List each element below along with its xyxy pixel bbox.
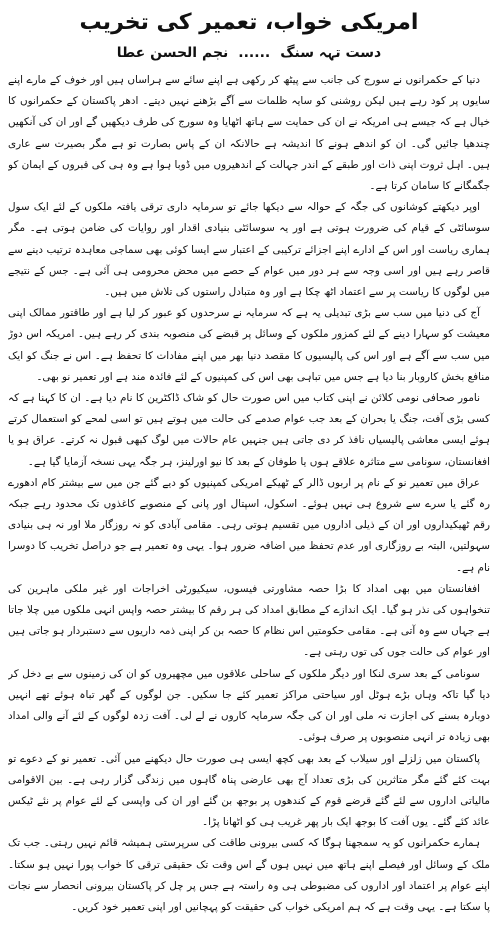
article-paragraph: سونامی کے بعد سری لنکا اور دیگر ملکوں کے ساحلی علاقوں میں مچھیروں کو ان کی زمینوں سے بے دخل کر دیا گیا تاکہ وہاں بڑے ہوٹل اور سیاحتی مراکز تعمیر کئے جا سکیں۔ جن لوگوں کے گھر تباہ ہوئے تھے انہیں دوبارہ بسنے کی اجازت نہ ملی اور ان کی جگہ سرمایہ کاروں نے لے لی۔ آفت زدہ لوگوں کے لئے آنے والی امداد بھی زیادہ تر انہی منصوبوں پر صرف ہوئی۔ xyxy=(8,667,490,744)
byline-separator: ...... xyxy=(238,45,271,61)
article-paragraph: نامور صحافی نومی کلائن نے اپنی کتاب میں اس صورت حال کو شاک ڈاکٹرین کا نام دیا ہے۔ ان کا کہنا ہے کہ کسی بڑی آفت، جنگ یا بحران کے بعد جب عوام صدمے کی حالت میں ہوتے ہیں تو اسی لمحے کو استعمال کرتے ہوئے ایسی معاشی پالیسیاں نافذ کر دی جاتی ہیں جنہیں عام حالات میں لوگ کبھی قبول نہ کرتے۔ عراق ہو یا افغانستان، سونامی سے متاثرہ علاقے ہوں یا طوفان کے بعد کا نیو اورلینز، ہر جگہ یہی نسخہ آزمایا گیا ہے۔ xyxy=(8,392,490,468)
article-paragraph: عراق میں تعمیر نو کے نام پر اربوں ڈالر کے ٹھیکے امریکی کمپنیوں کو دیے گئے جن میں سے بیشتر کام ادھورے رہ گئے یا سرے سے شروع ہی نہیں ہوئے۔ اسکول، اسپتال اور پانی کے منصوبے کاغذوں تک محدود رہے جبکہ رقم ٹھیکیداروں اور ان کے ذیلی اداروں میں تقسیم ہوتی رہی۔ مقامی آبادی کو نہ روزگار ملا اور نہ ہی بنیادی سہولتیں، البتہ بے روزگاری اور عدم تحفظ میں اضافہ ضرور ہوا۔ یہی وہ تعمیر ہے جو دراصل تخریب کا دوسرا نام ہے۔ xyxy=(8,476,490,574)
article-paragraph: ہمارے حکمرانوں کو یہ سمجھنا ہوگا کہ کسی بیرونی طاقت کی سرپرستی ہمیشہ قائم نہیں رہتی۔ جب تک ملک کے وسائل اور فیصلے اپنے ہاتھ میں نہیں ہوں گے اس وقت تک حقیقی ترقی کا خواب پورا نہیں ہو سکتا۔ اپنے عوام پر اعتماد اور اداروں کی مضبوطی ہی وہ راستہ ہے جس پر چل کر پاکستان بیرونی انحصار سے نجات پا سکتا ہے۔ یہی وقت ہے کہ ہم امریکی خواب کی حقیقت کو پہچانیں اور اپنی تعمیر خود کریں۔ xyxy=(8,837,490,913)
article-paragraph: افغانستان میں بھی امداد کا بڑا حصہ مشاورتی فیسوں، سیکیورٹی اخراجات اور غیر ملکی ماہرین کی تنخواہوں کی نذر ہو گیا۔ ایک اندازے کے مطابق امداد کی ہر رقم کا بیشتر حصہ واپس انہی ملکوں میں چلا جاتا ہے جہاں سے وہ آتی ہے۔ مقامی حکومتیں اس نظام کا حصہ بن کر اپنی ذمہ داریوں سے دستبردار ہو جاتی ہیں اور عوام کی حالت جوں کی توں رہتی ہے۔ xyxy=(8,582,490,659)
article-byline xyxy=(8,42,490,66)
article-body xyxy=(8,70,490,928)
article-paragraph: آج کی دنیا میں سب سے بڑی تبدیلی یہ ہے کہ سرمایہ نے سرحدوں کو عبور کر لیا ہے اور طاقتور ممالک اپنی معیشت کو سہارا دینے کے لئے کمزور ملکوں کے وسائل پر قبضے کی منصوبہ بندی کر رہے ہیں۔ امریکہ اس دوڑ میں سب سے آگے ہے اور اس کی پالیسیوں کا مقصد دنیا بھر میں اپنے مفادات کا تحفظ ہے۔ اس نے جنگ کو ایک منافع بخش کاروبار بنا دیا ہے جس میں تباہی بھی اس کی کمپنیوں کے لئے فائدہ مند ہے اور تعمیر نو بھی۔ xyxy=(8,307,490,383)
article-title: امریکی خواب، تعمیر کی تخریب xyxy=(79,10,419,35)
column-name: دست تہہ سنگ xyxy=(280,45,382,61)
article-paragraph: پاکستان میں زلزلے اور سیلاب کے بعد بھی کچھ ایسی ہی صورت حال دیکھنے میں آئی۔ تعمیر نو کے دعوے تو بہت کئے گئے مگر متاثرین کی بڑی تعداد آج بھی عارضی پناہ گاہوں میں زندگی گزار رہی ہے۔ بین الاقوامی مالیاتی اداروں سے لئے گئے قرضے قوم کے کندھوں پر بوجھ بن گئے اور ان کی واپسی کے لئے عوام پر نئے ٹیکس عائد کئے گئے۔ یوں آفت کا بوجھ ایک بار پھر غریب ہی کو اٹھانا پڑا۔ xyxy=(8,752,490,829)
article-paragraph: اوپر دیکھتے کوشانوں کی جگہ کے حوالہ سے دیکھا جائے تو سرمایہ داری ترقی یافتہ ملکوں کے لئے ایک سول سوسائٹی کے قیام کی ضرورت ہوتی ہے اور یہ سوسائٹی بنیادی اقدار اور روایات کی ضامن ہوتی ہے۔ مگر ہماری ریاست اور اس کے ادارے اپنے اجزائے ترکیبی کے اعتبار سے ایسا کوئی بھی سماجی معاہدہ ترتیب دینے سے قاصر رہے ہیں اور اسی وجہ سے ہر دور میں عوام کے حصے میں محض محرومی ہی آئی ہے۔ جس کے نتیجے میں لوگوں کا ریاست پر سے اعتماد اٹھ چکا ہے اور وہ متبادل راستوں کی تلاش میں ہیں۔ xyxy=(8,201,490,299)
author-name: نجم الحسن عطا xyxy=(116,45,229,61)
article-paragraph: دنیا کے حکمرانوں نے سورج کی جانب سے پیٹھ کر رکھی ہے اپنے سائے سے ہراساں ہیں اور خوف کے مارے اپنے سایوں پر کود رہے ہیں لیکن روشنی کو سایہ ظلمات سے آگے بڑھنے نہیں دیتے۔ ادھر پاکستان کے حکمرانوں کا خیال ہے کہ جیسے ہی امریکہ نے ان کی حمایت سے ہاتھ اٹھایا وہ سورج کی طرف دیکھیں گے اور ان کی آنکھیں چندھیا جائیں گی۔ ان کو اندھے ہونے کا اندیشہ ہے حالانکہ ان کے پاس بصارت تو ہے مگر بصیرت سے عاری ہیں۔ اہل ثروت اپنی ذات اور طبقے کے اندر جہالت کے اندھیروں میں ڈوبا ہوا ہے وہ ہی کی قبروں کے ایمان کو جگمگانے کا سامان کرتا ہے۔ xyxy=(8,74,490,193)
